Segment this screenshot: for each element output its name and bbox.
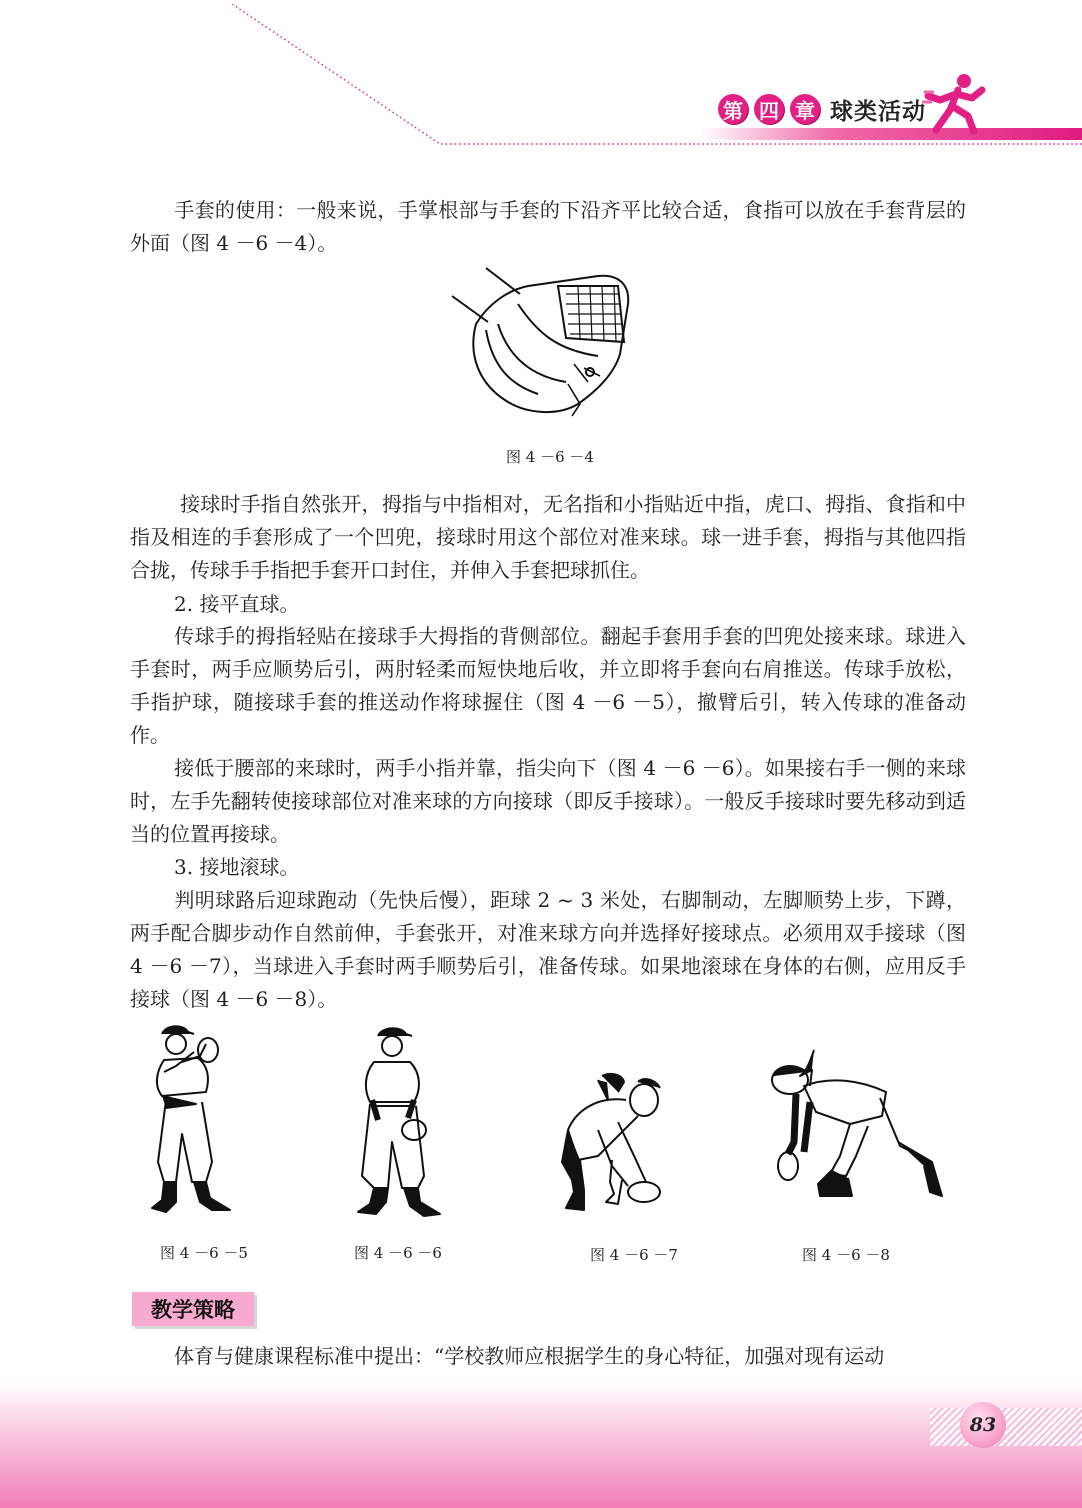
paragraph-ground-ball: 判明球路后迎球跑动（先快后慢），距球 2 ~ 3 米处，右脚制动，左脚顺势上步，下蹲，两手配合脚步动作自然前伸，手套张开，对准来球方向并选择好接球点。必须用双手接球（图 4 －6 －7），当球进入手套时两手顺势后引，准备传球。如果地滚球在身体的右侧，应用反手接球（图 4 －6 －8）。 [130, 888, 966, 1011]
paragraph-low-ball: 接低于腰部的来球时，两手小指并靠，指尖向下（图 4 －6 －6）。如果接右手一侧的来球时，左手先翻转使接球部位对准来球的方向接球（即反手接球）。一般反手接球时要先移动到适当的位置再接球。 [130, 756, 966, 846]
chapter-badge-2: 四 [754, 94, 784, 124]
section-title-teaching-strategy: 教学策略 [132, 1292, 254, 1326]
chapter-badge-3: 章 [790, 94, 820, 124]
footer-stripes [930, 1408, 1082, 1446]
figure-player-backhand [770, 1046, 948, 1204]
chapter-title: 球类活动 [830, 98, 926, 125]
subheading-line-drive: 2. 接平直球。 [174, 592, 300, 616]
paragraph-teaching-strategy: 体育与健康课程标准中提出：“学校教师应根据学生的身心特征，加强对现有运动 [174, 1344, 885, 1368]
page-number: 83 [960, 1402, 1006, 1448]
runner-icon [922, 72, 992, 134]
figure-caption: 图 4 －6 －8 [802, 1246, 890, 1264]
header-band [700, 128, 1082, 140]
figure-player-catch-low [352, 1026, 446, 1222]
paragraph-line-drive: 传球手的拇指轻贴在接球手大拇指的背侧部位。翻起手套用手套的凹兜处接来球。球进入手套时，两手应顺势后引，两肘轻柔而短快地后收，并立即将手套向右肩推送。传球手放松，手指护球，随接球手套的推送动作将球握住（图 4 －6 －5），撤臂后引，转入传球的准备动作。 [130, 624, 966, 747]
figure-caption: 图 4 －6 －6 [354, 1244, 442, 1262]
figure-glove-illustration [448, 264, 644, 426]
paragraph-glove-usage: 手套的使用：一般来说，手掌根部与手套的下沿齐平比较合适，食指可以放在手套背层的外面（图 4 －6 －4）。 [130, 198, 966, 255]
paragraph-catching-fingers: 接球时手指自然张开，拇指与中指相对，无名指和小指贴近中指，虎口、拇指、食指和中指及相连的手套形成了一个凹兜，接球时用这个部位对准来球。球一进手套，拇指与其他四指合拢，传球手手指把手套开口封住，并伸入手套把球抓住。 [130, 492, 966, 582]
figure-caption: 图 4 －6 －7 [590, 1246, 678, 1264]
figure-caption: 图 4 －6 －4 [506, 448, 594, 466]
footer-band [0, 1382, 1082, 1508]
figure-caption: 图 4 －6 －5 [160, 1244, 248, 1262]
chapter-badge-1: 第 [718, 94, 748, 124]
figure-player-ground-ball-two-hands [558, 1070, 670, 1220]
subheading-ground-ball: 3. 接地滚球。 [174, 855, 300, 879]
figure-player-catch-chest [146, 1022, 242, 1222]
